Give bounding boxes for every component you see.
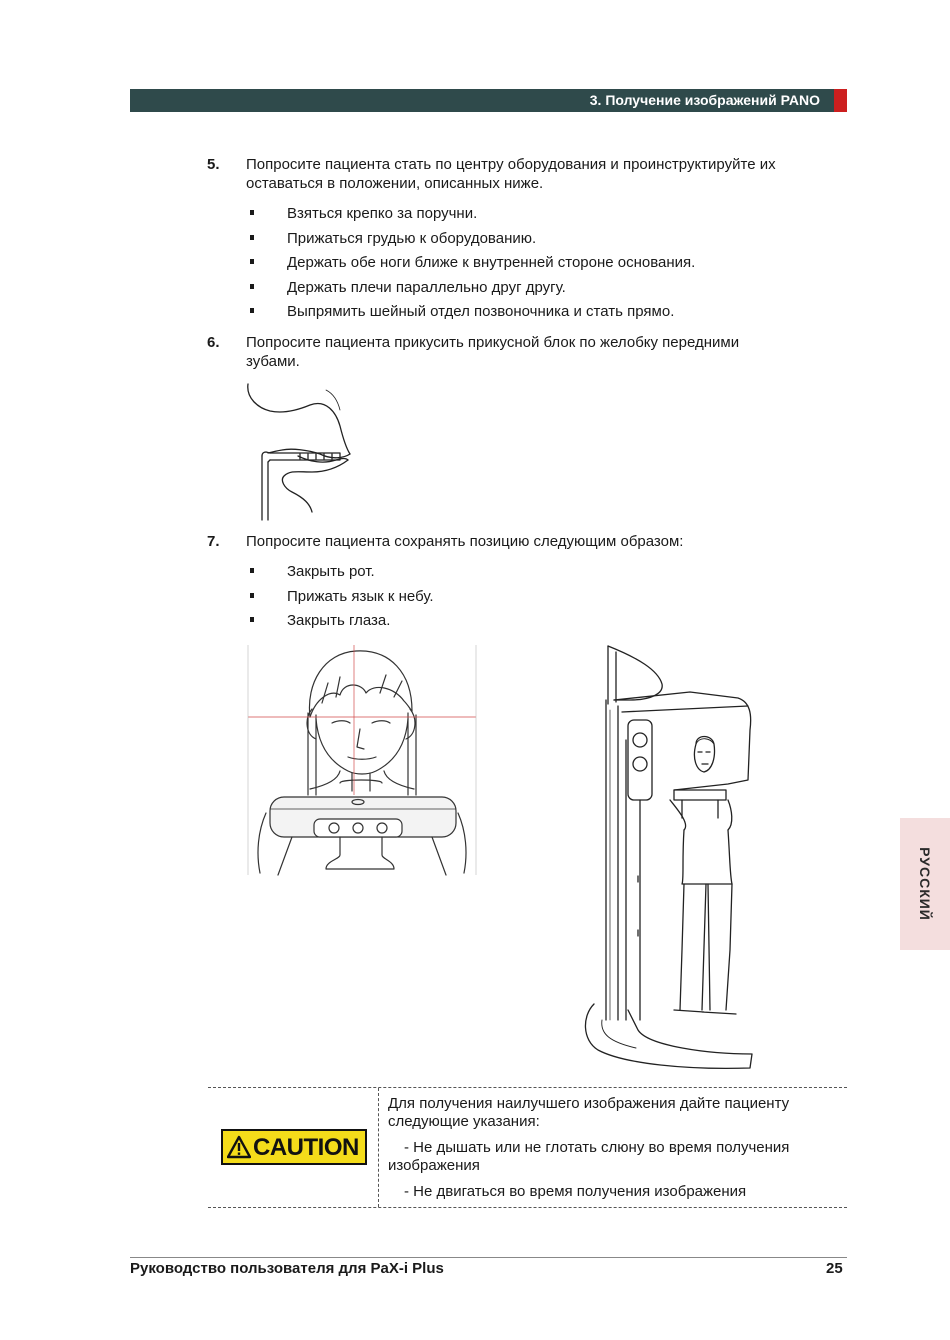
footer-manual-title: Руководство пользователя для PaX-i Plus — [130, 1260, 444, 1277]
list-item — [250, 229, 810, 254]
section-header-bar — [130, 89, 834, 112]
step-text — [246, 155, 846, 193]
bullet-icon — [250, 617, 254, 622]
caution-item — [388, 1183, 843, 1201]
caution-notice — [208, 1087, 847, 1208]
caution-intro-line: следующие указания: — [388, 1113, 540, 1130]
step-text-line: зубами. — [246, 353, 300, 370]
list-item — [250, 204, 810, 229]
caution-intro-line: Для получения наилучшего изображения дайте пациенту — [388, 1095, 790, 1112]
list-item — [250, 611, 810, 636]
list-item — [250, 302, 810, 327]
warning-triangle-icon — [227, 1135, 251, 1159]
step-text — [246, 532, 846, 551]
step-text-line: Попросите пациента прикусить прикусной блок по желобку передними — [246, 334, 740, 351]
page-number: 25 — [826, 1260, 843, 1277]
list-item-text: Держать плечи параллельно друг другу. — [287, 278, 566, 296]
step-7-bullet-list — [250, 562, 810, 636]
bullet-icon — [250, 593, 254, 598]
bullet-icon — [250, 308, 254, 313]
language-side-tab — [900, 818, 950, 950]
caution-badge — [221, 1129, 367, 1165]
caution-item-line: изображения — [388, 1157, 480, 1174]
footer-divider — [130, 1257, 847, 1258]
bite-block-illustration — [240, 380, 370, 522]
list-item-text: Выпрямить шейный отдел позвоночника и стать прямо. — [287, 303, 675, 320]
caution-item-line: - Не дышать или не глотать слюну во время получения — [404, 1139, 790, 1156]
step-number: 7. — [207, 533, 220, 550]
list-item — [250, 278, 810, 303]
list-item-text: Держать обе ноги ближе к внутренней стороне основания. — [287, 254, 696, 271]
bullet-icon — [250, 259, 254, 264]
list-item-text: Взяться крепко за поручни. — [287, 205, 478, 222]
step-text-line: Попросите пациента сохранять позицию следующим образом: — [246, 533, 684, 550]
step-5 — [207, 155, 837, 195]
patient-machine-side-view-illustration — [578, 640, 758, 1075]
step-text — [246, 333, 846, 371]
list-item-text: Прижаться грудью к оборудованию. — [287, 229, 537, 247]
step-6 — [207, 333, 837, 373]
list-item — [250, 562, 810, 587]
bullet-icon — [250, 210, 254, 215]
language-label: РУССКИЙ — [917, 847, 933, 921]
list-item-text: Закрыть глаза. — [287, 612, 391, 629]
step-text-line: Попросите пациента стать по центру оборудования и проинструктируйте их — [246, 156, 776, 173]
step-7 — [207, 532, 837, 552]
caution-intro — [388, 1095, 843, 1131]
section-title: 3. Получение изображений PANO — [589, 92, 820, 108]
caution-divider — [378, 1088, 379, 1207]
caution-label: CAUTION — [253, 1134, 359, 1161]
step-5-bullet-list — [250, 204, 810, 327]
bullet-icon — [250, 235, 254, 240]
caution-item — [388, 1139, 843, 1175]
bullet-icon — [250, 284, 254, 289]
list-item — [250, 253, 810, 278]
list-item — [250, 587, 810, 612]
list-item-text: Прижать язык к небу. — [287, 587, 434, 605]
step-number: 6. — [207, 334, 220, 351]
bullet-icon — [250, 568, 254, 573]
step-number: 5. — [207, 156, 220, 173]
patient-front-view-illustration — [244, 643, 480, 877]
caution-item-line: - Не двигаться во время получения изображения — [404, 1183, 747, 1200]
header-accent — [834, 89, 847, 112]
list-item-text: Закрыть рот. — [287, 563, 375, 580]
step-text-line: оставаться в положении, описанных ниже. — [246, 175, 544, 192]
